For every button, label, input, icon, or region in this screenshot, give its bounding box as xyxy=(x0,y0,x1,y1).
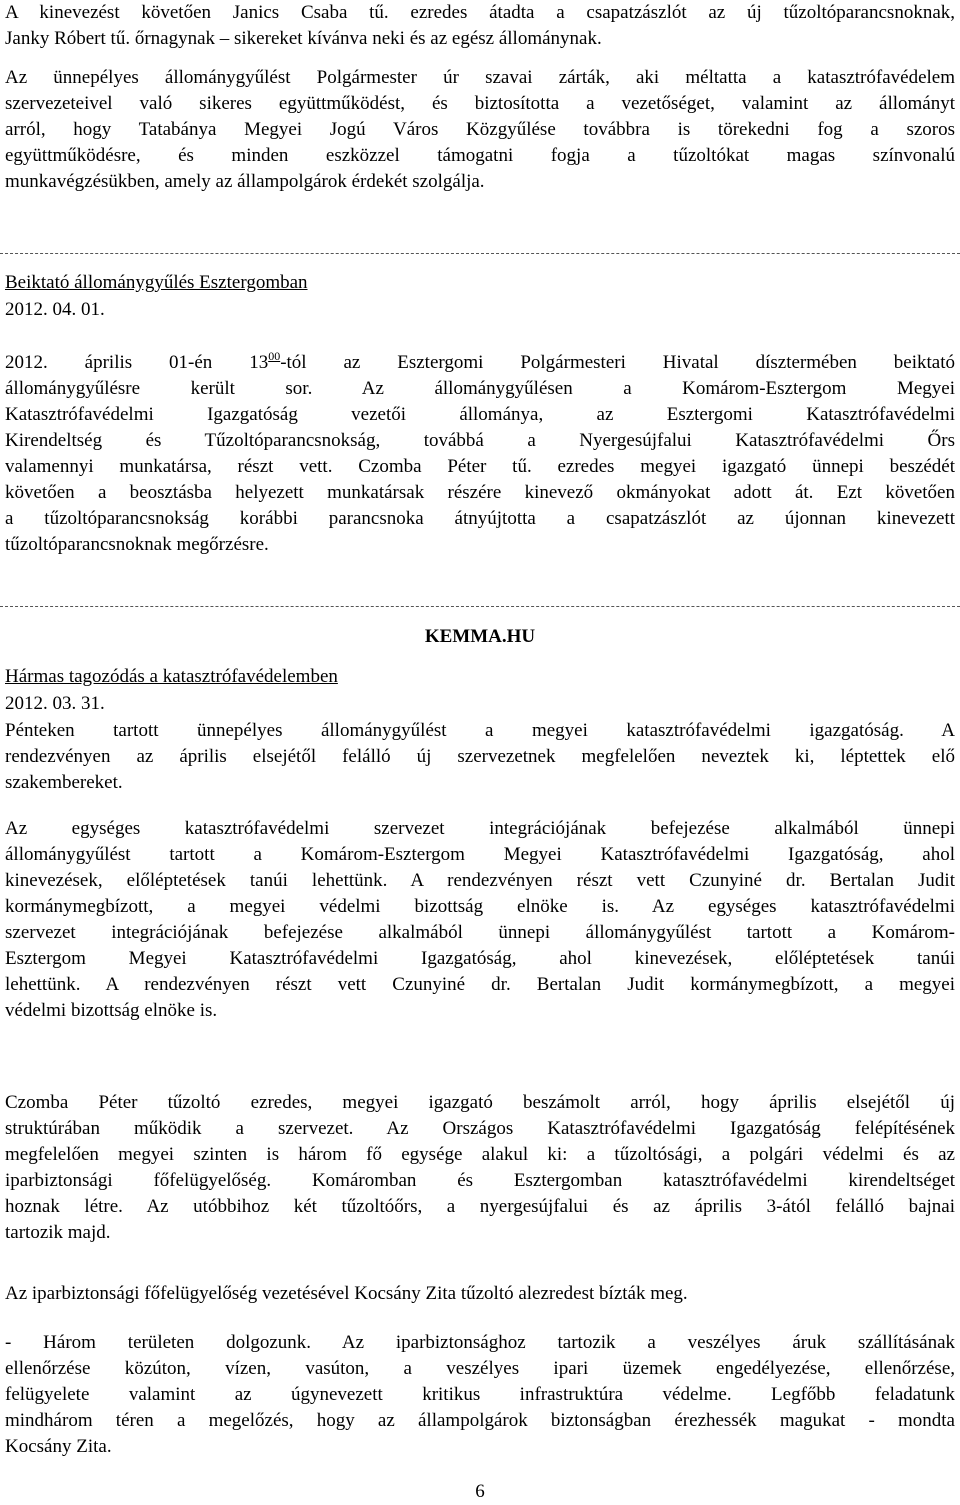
paragraph-line: A kinevezést követően Janics Csaba tű. ezredes átadta a csapatzászlót az új tűzoltóparancsnoknak, xyxy=(5,2,955,23)
paragraph-line: védelmi bizottság elnöke is. xyxy=(5,1000,218,1021)
paragraph-article3-3 xyxy=(5,1090,955,1246)
paragraph-line: felügyelete valamint az úgynevezett kritikus infrastruktúra védelme. Legfőbb feladatunk xyxy=(5,1384,955,1405)
paragraph-line: arról, hogy Tatabánya Megyei Jogú Város Közgyűlése továbbra is törekedni fog a szoros xyxy=(5,119,955,140)
paragraph-line: Katasztrófavédelmi Igazgatóság vezetői állománya, az Esztergomi Katasztrófavédelmi xyxy=(5,404,955,425)
paragraph-line: 2012. április 01-én $13^{00}$-tól az Esztergomi Polgármesteri Hivatal dísztermében beiktató xyxy=(5,349,955,373)
paragraph-line: - Három területen dolgozunk. Az iparbiztonsághoz tartozik a veszélyes áruk szállításának xyxy=(5,1332,955,1353)
paragraph-line: tűzoltóparancsnoknak megőrzésre. xyxy=(5,534,269,555)
paragraph-line: Janky Róbert tű. őrnagynak – sikereket kívánva neki és az egész állománynak. xyxy=(5,28,602,49)
paragraph-ceremony xyxy=(5,65,955,195)
paragraph-line: követően a beosztásba helyezett munkatársak részére kinevező okmányokat adott át. Ezt követően xyxy=(5,482,955,503)
paragraph-line: lehettünk. A rendezvényen részt vett Czunyiné dr. Bertalan Judit kormánymegbízott, a megyei xyxy=(5,974,955,995)
paragraph-line: tartozik majd. xyxy=(5,1222,111,1243)
separator-line xyxy=(0,606,960,607)
paragraph-line: Kirendeltség és Tűzoltóparancsnokság, továbbá a Nyergesújfalui Katasztrófavédelmi Őrs xyxy=(5,430,955,451)
paragraph-intro xyxy=(5,0,955,52)
paragraph-line: kormánymegbízott, a megyei védelmi bizottság elnöke is. Az egységes katasztrófavédelmi xyxy=(5,896,955,917)
paragraph-line: valamennyi munkatársa, részt vett. Czomba Péter tű. ezredes megyei igazgató ünnepi beszédét xyxy=(5,456,955,477)
article-heading: Beiktató állománygyűlés Esztergomban xyxy=(5,272,308,293)
paragraph-line: szakembereket. xyxy=(5,772,123,793)
paragraph-line: együttműködésre, és minden eszközzel támogatni fogja a tűzoltókat magas színvonalú xyxy=(5,145,955,166)
paragraph-line: Esztergom Megyei Katasztrófavédelmi Igazgatóság, ahol kinevezések, előléptetések tanúi xyxy=(5,948,955,969)
paragraph-line: a tűzoltóparancsnokság korábbi parancsnoka átnyújtotta a csapatzászlót az újonnan kinevezett xyxy=(5,508,955,529)
paragraph-line: struktúrában működik a szervezet. Az Országos Katasztrófavédelmi Igazgatóság felépítésének xyxy=(5,1118,955,1139)
paragraph-line: kinevezések, előléptetések tanúi lehettünk. A rendezvényen részt vett Czunyiné dr. Bertalan Judit xyxy=(5,870,955,891)
article-date: 2012. 03. 31. xyxy=(5,693,105,714)
paragraph-line: ellenőrzése közúton, vízen, vasúton, a veszélyes ipari üzemek engedélyezése, ellenőrzése, xyxy=(5,1358,955,1379)
paragraph-line: állománygyűlésre került sor. Az állománygyűlésen a Komárom-Esztergom Megyei xyxy=(5,378,955,399)
paragraph-line: iparbiztonsági főfelügyelőség. Komáromban és Esztergomban katasztrófavédelmi kirendeltséget xyxy=(5,1170,955,1191)
paragraph-line: állománygyűlést tartott a Komárom-Esztergom Megyei Katasztrófavédelmi Igazgatóság, ahol xyxy=(5,844,955,865)
article-date: 2012. 04. 01. xyxy=(5,299,105,320)
paragraph-article2 xyxy=(5,350,955,558)
source-label: KEMMA.HU xyxy=(424,626,536,647)
paragraph-line: Kocsány Zita. xyxy=(5,1436,112,1457)
paragraph-line: Az egységes katasztrófavédelmi szervezet integrációjának befejezése alkalmából ünnepi xyxy=(5,818,955,839)
paragraph-line: mindhárom téren a megelőzés, hogy az állampolgárok biztonságban érezhessék magukat - mondta xyxy=(5,1410,955,1431)
paragraph-line: Czomba Péter tűzoltó ezredes, megyei igazgató beszámolt arról, hogy április elsejétől új xyxy=(5,1092,955,1113)
paragraph-article3-5 xyxy=(5,1330,955,1460)
paragraph-line: rendezvényen az április elsejétől felálló új szervezetnek megfelelően neveztek ki, léptettek elő xyxy=(5,746,955,767)
separator-line xyxy=(0,253,960,254)
paragraph-article3-1 xyxy=(5,718,955,796)
article-heading: Hármas tagozódás a katasztrófavédelemben xyxy=(5,666,338,687)
paragraph-article3-2 xyxy=(5,816,955,1024)
paragraph-line: megfelelően megyei szinten is három fő egysége alakul ki: a tűzoltósági, a polgári védelmi és az xyxy=(5,1144,955,1165)
paragraph-line: szervezet integrációjának befejezése alkalmából ünnepi állománygyűlést tartott a Komárom- xyxy=(5,922,955,943)
paragraph-line: Az ünnepélyes állománygyűlést Polgármester úr szavai zárták, aki méltatta a katasztrófavédelem xyxy=(5,67,955,88)
page-number: 6 xyxy=(475,1481,485,1502)
paragraph-line: hoznak létre. Az utóbbihoz két tűzoltóőrs, a nyergesújfalui és az április 3-ától felálló bajnai xyxy=(5,1196,955,1217)
paragraph-article3-4 xyxy=(5,1281,955,1307)
paragraph-line: Pénteken tartott ünnepélyes állománygyűlést a megyei katasztrófavédelmi igazgatóság. A xyxy=(5,720,955,741)
paragraph-line: szervezeteivel való sikeres együttműködést, és biztosította a vezetőséget, valamint az állományt xyxy=(5,93,955,114)
paragraph-line: munkavégzésükben, amely az állampolgárok érdekét szolgálja. xyxy=(5,171,485,192)
paragraph-line: Az iparbiztonsági főfelügyelőség vezetésével Kocsány Zita tűzoltó alezredest bízták meg. xyxy=(5,1283,688,1304)
